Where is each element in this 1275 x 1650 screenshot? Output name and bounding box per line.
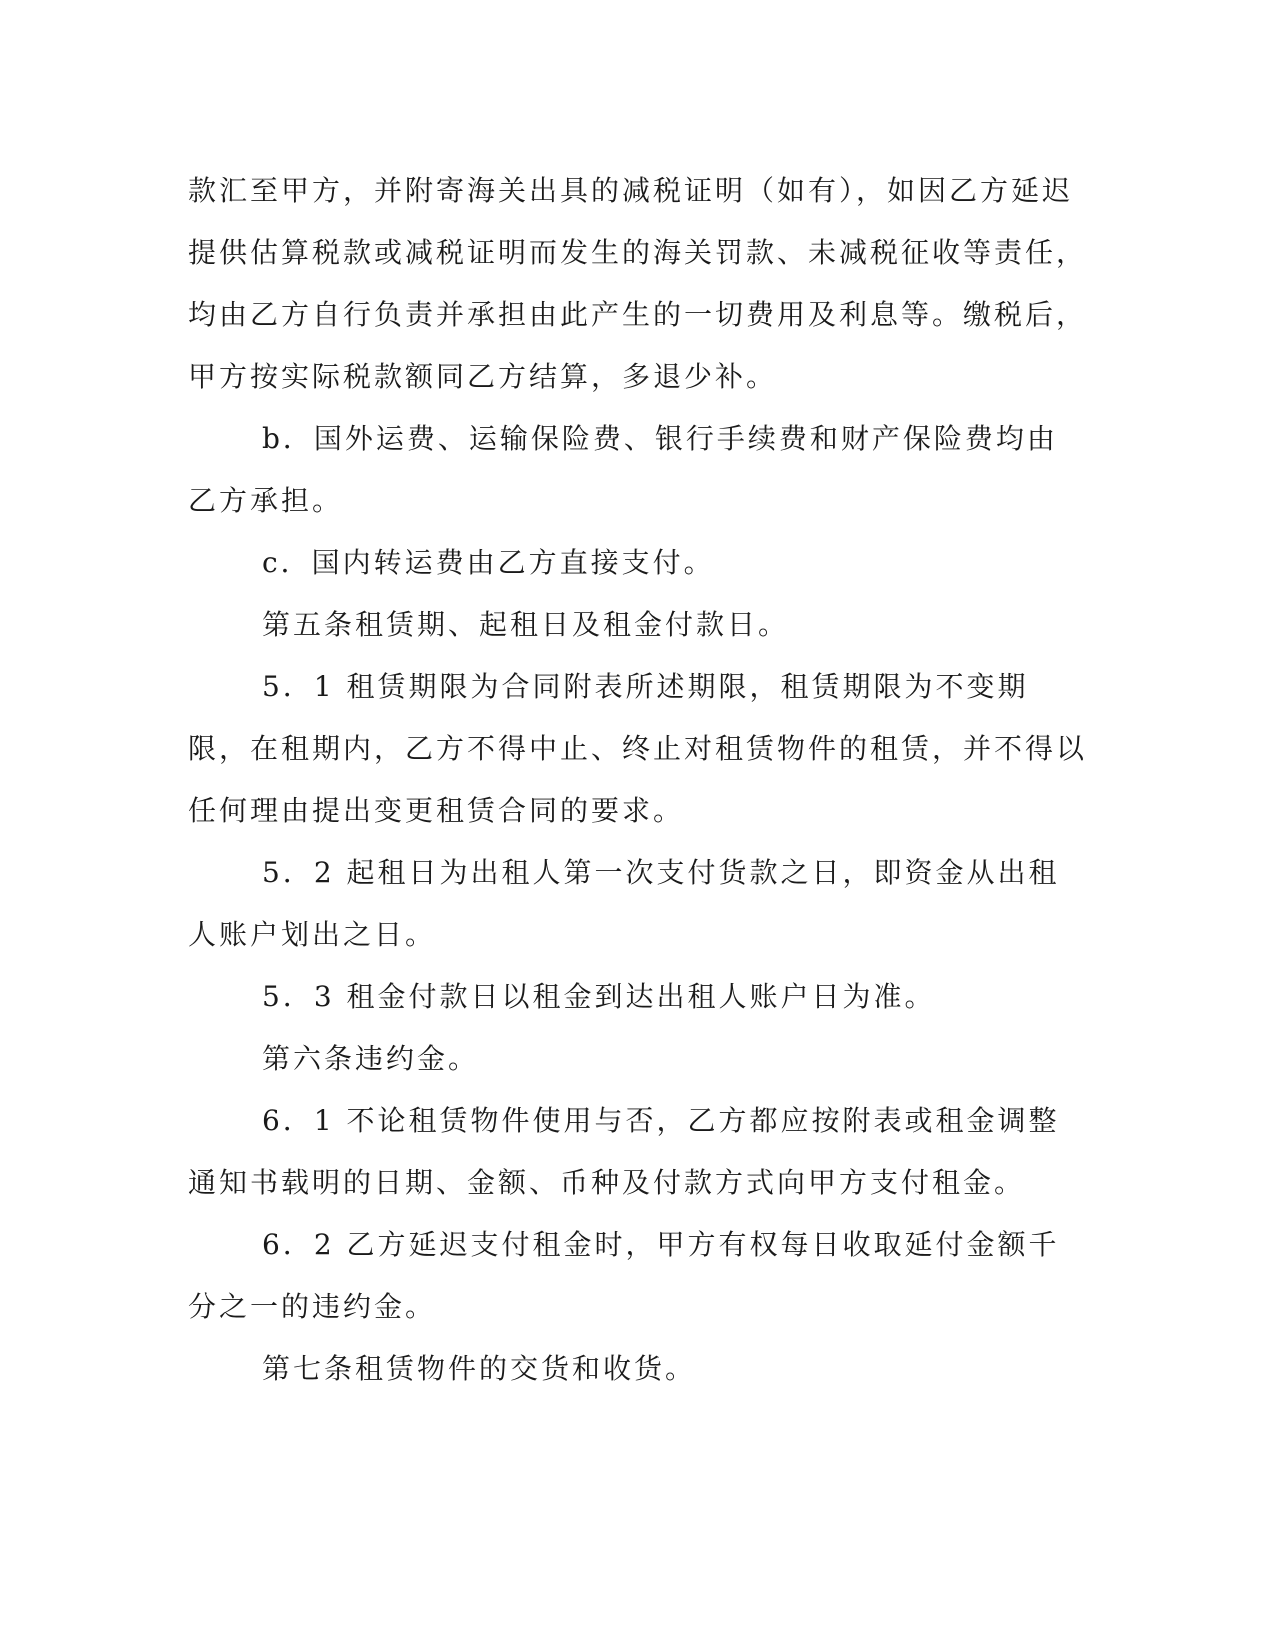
paragraph-6-1: 6．1 不论租赁物件使用与否，乙方都应按附表或租金调整通知书载明的日期、金额、币种及付款方式向甲方支付租金。: [188, 1104, 1060, 1199]
paragraph-clause-b: b．国外运费、运输保险费、银行手续费和财产保险费均由乙方承担。: [188, 422, 1058, 517]
heading-article-7: 第七条租赁物件的交货和收货。: [262, 1352, 697, 1385]
heading-article-5: 第五条租赁期、起租日及租金付款日。: [262, 608, 790, 641]
paragraph-5-3: 5．3 租金付款日以租金到达出租人账户日为准。: [262, 980, 936, 1013]
paragraph-5-1: 5．1 租赁期限为合同附表所述期限，租赁期限为不变期限，在租期内，乙方不得中止、终止对租赁物件的租赁，并不得以任何理由提出变更租赁合同的要求。: [188, 670, 1088, 827]
heading-article-6: 第六条违约金。: [262, 1042, 480, 1075]
paragraph-tax-settlement: 款汇至甲方，并附寄海关出具的减税证明（如有），如因乙方延迟提供估算税款或减税证明而发生的海关罚款、未减税征收等责任，均由乙方自行负责并承担由此产生的一切费用及利息等。缴税后，甲方按实际税款额同乙方结算，多退少补。: [188, 174, 1088, 393]
paragraph-clause-c: c．国内转运费由乙方直接支付。: [262, 546, 715, 579]
paragraph-5-2: 5．2 起租日为出租人第一次支付货款之日，即资金从出租人账户划出之日。: [188, 856, 1060, 951]
document-body: [188, 160, 1088, 1400]
paragraph-6-2: 6．2 乙方延迟支付租金时，甲方有权每日收取延付金额千分之一的违约金。: [188, 1228, 1060, 1323]
